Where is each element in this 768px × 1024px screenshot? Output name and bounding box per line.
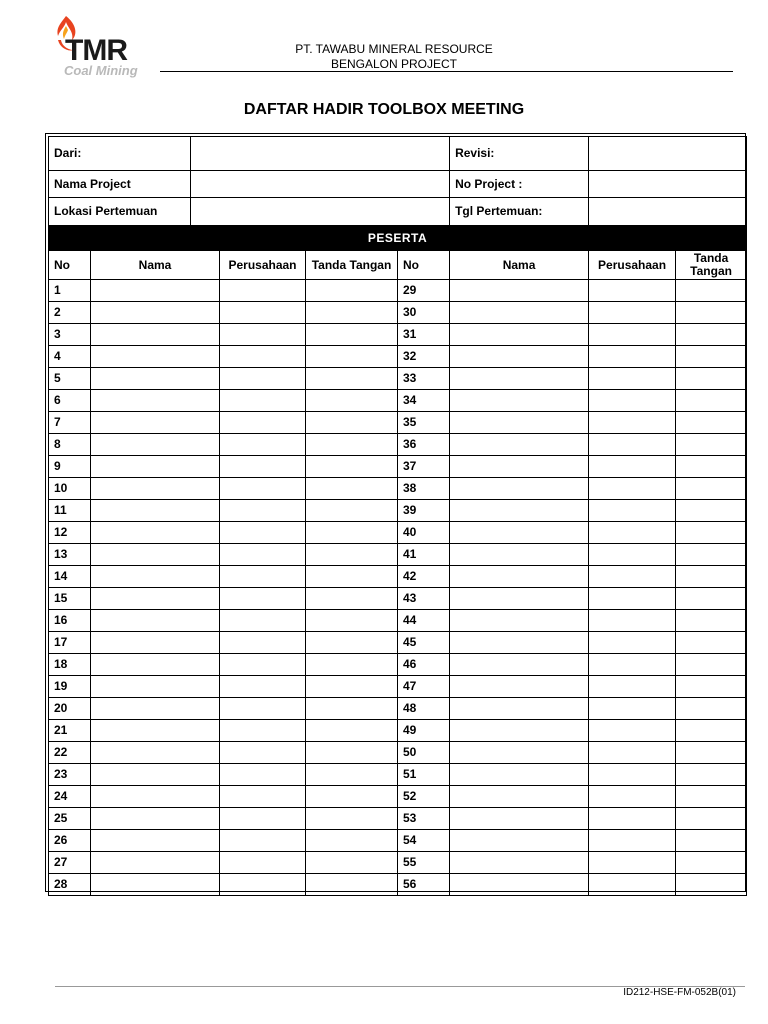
row-perusahaan-right[interactable] [589,610,676,632]
row-nama-right[interactable] [450,566,589,588]
row-nama-left[interactable] [91,830,220,852]
row-tanda-tangan-right[interactable] [676,346,747,368]
row-nama-left[interactable] [91,852,220,874]
logo-tagline: Coal Mining [64,63,138,78]
row-perusahaan-left[interactable] [220,720,306,742]
row-perusahaan-right[interactable] [589,830,676,852]
row-nama-left[interactable] [91,280,220,302]
row-perusahaan-left[interactable] [220,764,306,786]
row-no-left: 20 [49,698,91,720]
row-nama-right[interactable] [450,522,589,544]
field-dari[interactable] [191,137,450,171]
table-row [49,742,747,764]
row-nama-right[interactable] [450,390,589,412]
row-nama-right[interactable] [450,346,589,368]
row-perusahaan-left[interactable] [220,610,306,632]
row-no-right: 53 [398,808,450,830]
row-tanda-tangan-right[interactable] [676,478,747,500]
row-no-left: 15 [49,588,91,610]
row-perusahaan-left[interactable] [220,434,306,456]
row-perusahaan-left[interactable] [220,280,306,302]
table-row [49,698,747,720]
field-revisi[interactable] [589,137,747,171]
row-tanda-tangan-left[interactable] [306,852,398,874]
row-perusahaan-left[interactable] [220,500,306,522]
row-nama-left[interactable] [91,874,220,896]
row-tanda-tangan-right[interactable] [676,302,747,324]
table-row [49,324,747,346]
row-tanda-tangan-right[interactable] [676,742,747,764]
table-row [49,412,747,434]
row-no-right: 42 [398,566,450,588]
row-perusahaan-right[interactable] [589,632,676,654]
row-nama-left[interactable] [91,742,220,764]
peserta-heading: PESERTA [49,226,747,251]
row-perusahaan-left[interactable] [220,412,306,434]
row-no-left: 7 [49,412,91,434]
row-nama-right[interactable] [450,280,589,302]
row-tanda-tangan-right[interactable] [676,632,747,654]
row-no-right: 46 [398,654,450,676]
table-row [49,368,747,390]
row-perusahaan-right[interactable] [589,302,676,324]
logo-wordmark: TMR [65,34,127,67]
row-perusahaan-left[interactable] [220,544,306,566]
row-perusahaan-right[interactable] [589,456,676,478]
row-no-right: 41 [398,544,450,566]
row-tanda-tangan-left[interactable] [306,500,398,522]
row-no-right: 54 [398,830,450,852]
row-no-left: 13 [49,544,91,566]
row-nama-left[interactable] [91,720,220,742]
row-nama-right[interactable] [450,830,589,852]
row-nama-left[interactable] [91,522,220,544]
table-row [49,500,747,522]
row-tanda-tangan-left[interactable] [306,522,398,544]
row-tanda-tangan-left[interactable] [306,324,398,346]
row-tanda-tangan-left[interactable] [306,368,398,390]
row-tanda-tangan-left[interactable] [306,874,398,896]
attendance-form [48,136,747,896]
row-nama-left[interactable] [91,456,220,478]
row-perusahaan-right[interactable] [589,412,676,434]
peserta-banner [49,226,747,251]
row-nama-left[interactable] [91,434,220,456]
row-nama-left[interactable] [91,764,220,786]
col-no-left: No [49,251,91,280]
row-tanda-tangan-left[interactable] [306,632,398,654]
row-no-left: 3 [49,324,91,346]
row-nama-left[interactable] [91,808,220,830]
row-tanda-tangan-left[interactable] [306,302,398,324]
row-perusahaan-left[interactable] [220,588,306,610]
row-perusahaan-right[interactable] [589,434,676,456]
row-tanda-tangan-right[interactable] [676,698,747,720]
table-row [49,720,747,742]
row-tanda-tangan-left[interactable] [306,742,398,764]
label-lokasi: Lokasi Pertemuan [49,198,191,226]
column-header-row [49,251,747,280]
row-nama-left[interactable] [91,324,220,346]
row-no-left: 19 [49,676,91,698]
row-no-left: 2 [49,302,91,324]
row-nama-left[interactable] [91,786,220,808]
row-tanda-tangan-right[interactable] [676,852,747,874]
document-title: DAFTAR HADIR TOOLBOX MEETING [243,101,525,118]
row-nama-right[interactable] [450,478,589,500]
row-perusahaan-left[interactable] [220,676,306,698]
row-nama-right[interactable] [450,368,589,390]
row-no-right: 47 [398,676,450,698]
row-tanda-tangan-left[interactable] [306,720,398,742]
row-no-right: 39 [398,500,450,522]
row-nama-right[interactable] [450,412,589,434]
row-nama-left[interactable] [91,566,220,588]
row-no-left: 21 [49,720,91,742]
row-perusahaan-right[interactable] [589,676,676,698]
row-no-right: 33 [398,368,450,390]
row-no-left: 12 [49,522,91,544]
row-no-right: 37 [398,456,450,478]
table-row [49,852,747,874]
row-nama-left[interactable] [91,478,220,500]
row-no-left: 26 [49,830,91,852]
table-row [49,610,747,632]
row-tanda-tangan-right[interactable] [676,654,747,676]
row-perusahaan-left[interactable] [220,522,306,544]
row-no-right: 40 [398,522,450,544]
row-tanda-tangan-right[interactable] [676,368,747,390]
row-perusahaan-right[interactable] [589,720,676,742]
row-tanda-tangan-left[interactable] [306,786,398,808]
row-tanda-tangan-right[interactable] [676,676,747,698]
table-row [49,478,747,500]
label-tgl-pertemuan: Tgl Pertemuan: [450,198,589,226]
row-nama-left[interactable] [91,500,220,522]
row-perusahaan-left[interactable] [220,346,306,368]
row-no-left: 11 [49,500,91,522]
table-row [49,390,747,412]
row-tanda-tangan-right[interactable] [676,500,747,522]
row-tanda-tangan-left[interactable] [306,544,398,566]
row-tanda-tangan-right[interactable] [676,456,747,478]
row-perusahaan-right[interactable] [589,588,676,610]
row-perusahaan-left[interactable] [220,698,306,720]
row-nama-left[interactable] [91,698,220,720]
row-no-right: 55 [398,852,450,874]
row-tanda-tangan-left[interactable] [306,676,398,698]
row-nama-right[interactable] [450,434,589,456]
row-no-left: 14 [49,566,91,588]
row-tanda-tangan-right[interactable] [676,434,747,456]
row-perusahaan-right[interactable] [589,390,676,412]
row-perusahaan-right[interactable] [589,654,676,676]
row-nama-left[interactable] [91,302,220,324]
row-tanda-tangan-left[interactable] [306,434,398,456]
row-nama-left[interactable] [91,676,220,698]
row-perusahaan-left[interactable] [220,786,306,808]
table-row [49,830,747,852]
row-no-right: 50 [398,742,450,764]
row-no-left: 17 [49,632,91,654]
row-no-right: 51 [398,764,450,786]
row-no-left: 25 [49,808,91,830]
row-perusahaan-right[interactable] [589,280,676,302]
col-nama-left: Nama [91,251,220,280]
row-tanda-tangan-right[interactable] [676,764,747,786]
row-perusahaan-left[interactable] [220,390,306,412]
row-nama-right[interactable] [450,698,589,720]
row-nama-right[interactable] [450,742,589,764]
row-no-right: 45 [398,632,450,654]
row-no-left: 9 [49,456,91,478]
row-perusahaan-left[interactable] [220,302,306,324]
row-no-right: 44 [398,610,450,632]
row-nama-right[interactable] [450,610,589,632]
table-row [49,302,747,324]
row-tanda-tangan-left[interactable] [306,456,398,478]
row-no-left: 5 [49,368,91,390]
row-tanda-tangan-left[interactable] [306,830,398,852]
row-perusahaan-right[interactable] [589,544,676,566]
row-perusahaan-right[interactable] [589,742,676,764]
row-nama-right[interactable] [450,544,589,566]
row-no-left: 24 [49,786,91,808]
row-nama-right[interactable] [450,808,589,830]
table-row [49,632,747,654]
info-row-project [49,171,747,198]
company-logo [52,14,164,80]
table-row [49,456,747,478]
row-perusahaan-left[interactable] [220,654,306,676]
row-no-right: 38 [398,478,450,500]
row-perusahaan-right[interactable] [589,346,676,368]
row-nama-right[interactable] [450,676,589,698]
row-nama-left[interactable] [91,588,220,610]
table-row [49,280,747,302]
row-tanda-tangan-left[interactable] [306,808,398,830]
row-no-left: 10 [49,478,91,500]
row-no-left: 6 [49,390,91,412]
row-nama-right[interactable] [450,632,589,654]
row-perusahaan-left[interactable] [220,808,306,830]
row-no-right: 30 [398,302,450,324]
row-no-right: 49 [398,720,450,742]
field-tgl-pertemuan[interactable] [589,198,747,226]
row-no-left: 23 [49,764,91,786]
label-revisi: Revisi: [450,137,589,171]
row-perusahaan-right[interactable] [589,786,676,808]
row-nama-right[interactable] [450,456,589,478]
row-tanda-tangan-left[interactable] [306,588,398,610]
row-no-right: 35 [398,412,450,434]
row-tanda-tangan-right[interactable] [676,412,747,434]
row-perusahaan-right[interactable] [589,522,676,544]
row-no-left: 27 [49,852,91,874]
table-row [49,434,747,456]
row-perusahaan-right[interactable] [589,566,676,588]
row-no-right: 29 [398,280,450,302]
row-nama-left[interactable] [91,544,220,566]
row-nama-right[interactable] [450,324,589,346]
row-no-left: 22 [49,742,91,764]
row-nama-right[interactable] [450,764,589,786]
table-row [49,874,747,896]
row-perusahaan-left[interactable] [220,478,306,500]
row-perusahaan-left[interactable] [220,830,306,852]
row-no-right: 48 [398,698,450,720]
row-tanda-tangan-left[interactable] [306,654,398,676]
col-nama-right: Nama [450,251,589,280]
row-perusahaan-left[interactable] [220,852,306,874]
row-tanda-tangan-left[interactable] [306,280,398,302]
header-divider [160,71,733,72]
row-no-left: 28 [49,874,91,896]
project-name: BENGALON PROJECT [330,57,458,71]
row-perusahaan-right[interactable] [589,500,676,522]
row-tanda-tangan-right[interactable] [676,808,747,830]
row-nama-left[interactable] [91,610,220,632]
row-tanda-tangan-right[interactable] [676,544,747,566]
row-perusahaan-right[interactable] [589,808,676,830]
row-tanda-tangan-right[interactable] [676,390,747,412]
row-nama-right[interactable] [450,852,589,874]
row-tanda-tangan-right[interactable] [676,830,747,852]
table-row [49,786,747,808]
row-no-left: 1 [49,280,91,302]
row-no-right: 32 [398,346,450,368]
row-tanda-tangan-right[interactable] [676,280,747,302]
row-no-right: 56 [398,874,450,896]
row-perusahaan-right[interactable] [589,852,676,874]
field-no-project[interactable] [589,171,747,198]
table-row [49,676,747,698]
row-tanda-tangan-left[interactable] [306,412,398,434]
col-no-right: No [398,251,450,280]
table-row [49,654,747,676]
row-no-left: 8 [49,434,91,456]
row-tanda-tangan-left[interactable] [306,478,398,500]
row-tanda-tangan-right[interactable] [676,786,747,808]
row-tanda-tangan-left[interactable] [306,610,398,632]
row-nama-left[interactable] [91,632,220,654]
field-lokasi[interactable] [191,198,450,226]
row-nama-left[interactable] [91,346,220,368]
row-nama-left[interactable] [91,654,220,676]
row-tanda-tangan-left[interactable] [306,698,398,720]
row-perusahaan-left[interactable] [220,368,306,390]
col-tanda-tangan-right: Tanda Tangan [676,251,747,280]
row-tanda-tangan-right[interactable] [676,874,747,896]
row-no-left: 4 [49,346,91,368]
row-nama-right[interactable] [450,874,589,896]
row-tanda-tangan-right[interactable] [676,610,747,632]
row-no-right: 52 [398,786,450,808]
row-tanda-tangan-left[interactable] [306,390,398,412]
table-row [49,764,747,786]
table-row [49,346,747,368]
row-no-left: 18 [49,654,91,676]
row-tanda-tangan-right[interactable] [676,720,747,742]
row-tanda-tangan-right[interactable] [676,522,747,544]
table-row [49,544,747,566]
row-perusahaan-left[interactable] [220,456,306,478]
row-perusahaan-left[interactable] [220,566,306,588]
row-tanda-tangan-right[interactable] [676,324,747,346]
row-nama-left[interactable] [91,390,220,412]
row-nama-right[interactable] [450,720,589,742]
row-perusahaan-right[interactable] [589,368,676,390]
row-no-left: 16 [49,610,91,632]
row-nama-right[interactable] [450,654,589,676]
info-row-lokasi [49,198,747,226]
row-perusahaan-right[interactable] [589,324,676,346]
table-row [49,522,747,544]
row-tanda-tangan-right[interactable] [676,588,747,610]
table-row [49,588,747,610]
row-nama-left[interactable] [91,368,220,390]
row-nama-right[interactable] [450,302,589,324]
col-tanda-tangan-left: Tanda Tangan [306,251,398,280]
row-perusahaan-right[interactable] [589,874,676,896]
row-nama-right[interactable] [450,588,589,610]
row-no-right: 31 [398,324,450,346]
table-row [49,808,747,830]
row-tanda-tangan-left[interactable] [306,346,398,368]
label-nama-project: Nama Project [49,171,191,198]
company-name: PT. TAWABU MINERAL RESOURCE [295,42,493,56]
row-nama-left[interactable] [91,412,220,434]
row-tanda-tangan-left[interactable] [306,566,398,588]
row-nama-right[interactable] [450,786,589,808]
form-code: ID212-HSE-FM-052B(01) [623,987,736,998]
info-row-dari [49,137,747,171]
label-dari: Dari: [49,137,191,171]
label-no-project: No Project : [450,171,589,198]
row-no-right: 36 [398,434,450,456]
row-perusahaan-left[interactable] [220,874,306,896]
col-perusahaan-right: Perusahaan [589,251,676,280]
col-perusahaan-left: Perusahaan [220,251,306,280]
row-perusahaan-left[interactable] [220,742,306,764]
row-perusahaan-right[interactable] [589,478,676,500]
row-nama-right[interactable] [450,500,589,522]
field-nama-project[interactable] [191,171,450,198]
row-tanda-tangan-right[interactable] [676,566,747,588]
table-row [49,566,747,588]
row-tanda-tangan-left[interactable] [306,764,398,786]
row-perusahaan-left[interactable] [220,632,306,654]
row-perusahaan-left[interactable] [220,324,306,346]
row-perusahaan-right[interactable] [589,698,676,720]
row-perusahaan-right[interactable] [589,764,676,786]
row-no-right: 34 [398,390,450,412]
row-no-right: 43 [398,588,450,610]
